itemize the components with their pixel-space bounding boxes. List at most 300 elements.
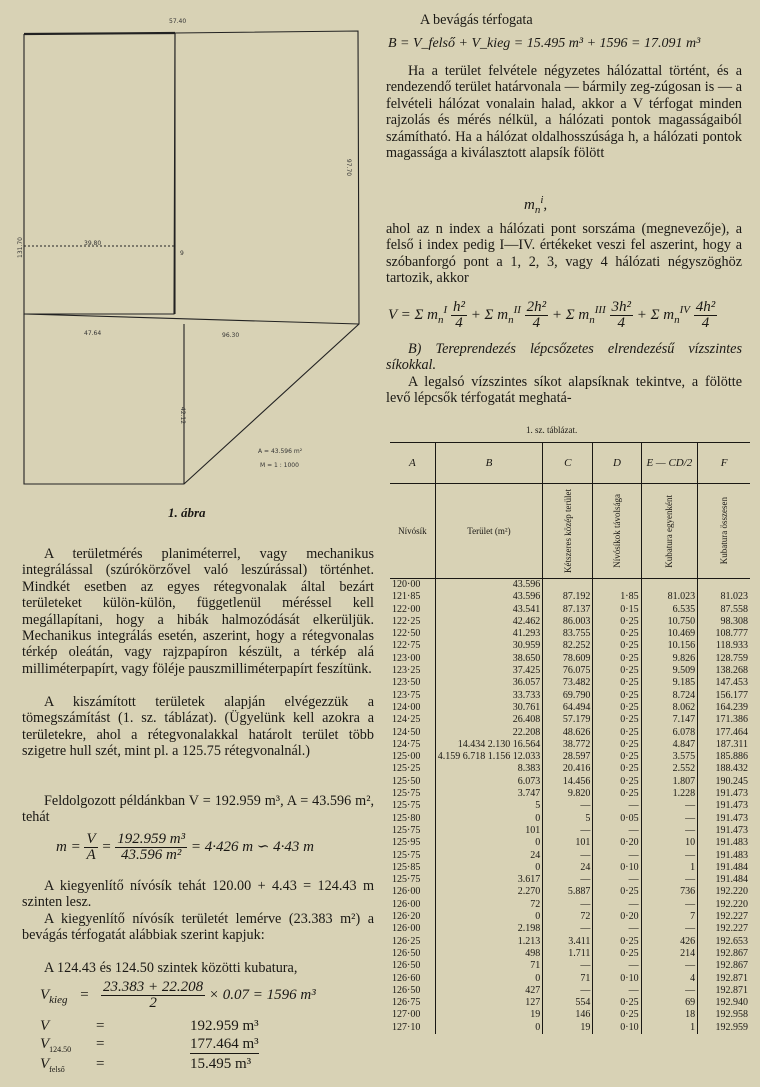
table-cell: 10 bbox=[641, 837, 697, 849]
table-cell: — bbox=[543, 800, 593, 812]
table-cell: — bbox=[543, 825, 593, 837]
table-cell: 64.494 bbox=[543, 702, 593, 714]
v-eq: = bbox=[96, 1018, 105, 1034]
table-cell: 126·00 bbox=[392, 886, 421, 898]
figure-caption: 1. ábra bbox=[168, 505, 206, 520]
table-cell: 191.473 bbox=[698, 825, 750, 837]
table-cell: — bbox=[641, 985, 697, 997]
table-cell: — bbox=[593, 874, 641, 886]
table-cell: 69.790 bbox=[543, 690, 593, 702]
table-cell: 33.733 bbox=[435, 690, 543, 702]
table-cell: — bbox=[593, 899, 641, 911]
table-cell: 73.482 bbox=[543, 677, 593, 689]
table-cell: 9.185 bbox=[641, 677, 697, 689]
table-cell: 0·25 bbox=[593, 886, 641, 898]
table-cell: 37.425 bbox=[435, 665, 543, 677]
table-cell: 43.596 bbox=[435, 591, 543, 603]
table-row bbox=[390, 727, 750, 739]
table-cell: 0·25 bbox=[593, 714, 641, 726]
table-cell: 38.772 bbox=[543, 739, 593, 751]
mni-sup: i bbox=[540, 194, 544, 206]
table-cell: 125·50 bbox=[392, 775, 421, 787]
paragraph-level: A kiegyenlítő nívósík tehát 120.00 + 4.43 = 124.43 m szinten lesz. bbox=[22, 878, 374, 911]
table-cell: 177.464 bbox=[698, 727, 750, 739]
paragraph-example: Feldolgozott példánkban V = 192.959 m³, A = 43.596 m², tehát bbox=[22, 793, 374, 826]
eq2-plus4: + Σ m bbox=[636, 306, 675, 323]
table-letter-row bbox=[390, 443, 750, 484]
table-cell: 191.483 bbox=[698, 850, 750, 862]
table-cell: 36.057 bbox=[435, 677, 543, 689]
eq2-frac4: $\frac{\text{4h²}}{4}$ bbox=[695, 299, 716, 331]
table-cell: 26.408 bbox=[435, 714, 543, 726]
table-cell: — bbox=[641, 874, 697, 886]
table-cell: 122·75 bbox=[392, 640, 421, 652]
table-cell: 20.416 bbox=[543, 763, 593, 775]
table-cell: 147.453 bbox=[698, 677, 750, 689]
table-cell: — bbox=[593, 850, 641, 862]
table-cell: — bbox=[543, 899, 593, 911]
table-cell: 4.159 6.718 1.156 12.033 bbox=[435, 751, 543, 763]
table-cell: 4 bbox=[641, 973, 697, 985]
table-cell: 125·75 bbox=[392, 788, 421, 800]
paragraph-lowest-plane: A legalsó vízszintes síkot alapsíknak tekintve, a fölötte levő lépcsők térfogatát meghatá- bbox=[386, 374, 742, 407]
table-cell: — bbox=[543, 923, 593, 935]
table-cell: 0·25 bbox=[593, 653, 641, 665]
vkieg-sub: kieg bbox=[49, 993, 68, 1006]
table-cell: 38.650 bbox=[435, 653, 543, 665]
volume-table bbox=[390, 442, 750, 1034]
table-cell: 126·60 bbox=[392, 972, 421, 984]
table-cell: 1.711 bbox=[543, 948, 593, 960]
table-cell: 126·00 bbox=[392, 898, 421, 910]
eq2-sub4: n bbox=[674, 313, 680, 326]
table-cell: 123·00 bbox=[392, 652, 421, 664]
table-row bbox=[390, 677, 750, 689]
eq2-sup4: IV bbox=[679, 303, 691, 316]
table-cell: 82.252 bbox=[543, 640, 593, 652]
table-cell: 72 bbox=[543, 911, 593, 923]
table-cell: 108.777 bbox=[698, 628, 750, 640]
table-cell bbox=[641, 579, 697, 592]
table-cell: 81.023 bbox=[641, 591, 697, 603]
inner-vert-dim-label: 42.12 bbox=[179, 406, 187, 425]
table-cell: 0·25 bbox=[593, 739, 641, 751]
table-row bbox=[390, 776, 750, 788]
right-dim-label: 97.70 bbox=[345, 158, 353, 177]
m-eq-rhs: = 4·426 m ∽ 4·43 m bbox=[190, 838, 314, 855]
table-cell: 6.078 bbox=[641, 727, 697, 739]
table-cell: 71 bbox=[435, 960, 543, 972]
table-cell: 0·25 bbox=[593, 628, 641, 640]
table-cell: 5 bbox=[435, 800, 543, 812]
table-cell: 191.473 bbox=[698, 813, 750, 825]
table-cell: — bbox=[641, 850, 697, 862]
table-cell: 87.137 bbox=[543, 604, 593, 616]
table-cell: 43.596 bbox=[435, 579, 543, 592]
eq2-frac3: $\frac{\text{3h²}}{4}$ bbox=[611, 299, 632, 331]
table-cell: 125·85 bbox=[392, 861, 421, 873]
col-header-nivosik: Nívósík bbox=[390, 484, 435, 579]
table-cell bbox=[543, 579, 593, 592]
table-cell: — bbox=[543, 850, 593, 862]
table-cell: 0·25 bbox=[593, 640, 641, 652]
table-cell: 43.541 bbox=[435, 604, 543, 616]
table-cell: 125·80 bbox=[392, 812, 421, 824]
equation-v-total bbox=[40, 1018, 280, 1035]
v2-sub: 124.50 bbox=[49, 1045, 72, 1054]
table-cell: 118.933 bbox=[698, 640, 750, 652]
table-cell: — bbox=[543, 874, 593, 886]
table-cell: 8.383 bbox=[435, 763, 543, 775]
table-cell: 123·50 bbox=[392, 677, 421, 689]
table-cell: 127·00 bbox=[392, 1009, 421, 1021]
table-cell: 0·25 bbox=[593, 702, 641, 714]
table-row bbox=[390, 628, 750, 640]
table-cell: 4.847 bbox=[641, 739, 697, 751]
col-letter-b: B bbox=[435, 443, 543, 484]
mid-right-dim-label: 9 bbox=[180, 250, 184, 257]
table-cell: 5.887 bbox=[543, 886, 593, 898]
table-cell: 8.062 bbox=[641, 702, 697, 714]
vkieg-frac: $\frac{23.383 + 22.208}{2}$ bbox=[103, 979, 204, 1011]
table-cell: 57.179 bbox=[543, 714, 593, 726]
table-cell: 22.208 bbox=[435, 727, 543, 739]
table-row bbox=[390, 973, 750, 985]
col-letter-e: E — CD/2 bbox=[641, 443, 697, 484]
table-cell: — bbox=[593, 800, 641, 812]
table-cell: 3.575 bbox=[641, 751, 697, 763]
table-cell: 0·25 bbox=[593, 690, 641, 702]
table-row bbox=[390, 739, 750, 751]
mni-sub: n bbox=[534, 204, 541, 216]
table-cell: 126·00 bbox=[392, 923, 421, 935]
paragraph-area-measure: A területmérés planiméterrel, vagy mechanikus integrálással (szúrókörzővel való leszúrással) történhet. Mindkét esetben az egyes rétegvonalak által bezárt területeket külön-külön, függetlenül méréssel kell megállapítani, hogy a hibák halmozódását elkerüljük. Mechanikus integrálás esetén, aszerint, hogy a rétegvonalas térkép oleátán, vagy rajzpapíron készült, a térkép alá milliméterpapírt, vagy föléje pauszmilliméterpapírt feszítünk. bbox=[22, 546, 374, 677]
table-cell: 192.227 bbox=[698, 911, 750, 923]
table-cell: 0·25 bbox=[593, 763, 641, 775]
table-cell: 83.755 bbox=[543, 628, 593, 640]
table-cell: — bbox=[641, 800, 697, 812]
table-row bbox=[390, 948, 750, 960]
m-eq-eq: = bbox=[101, 838, 112, 855]
table-cell: 127·10 bbox=[392, 1021, 421, 1033]
table-cell: 123·75 bbox=[392, 689, 421, 701]
table-cell: 0 bbox=[435, 911, 543, 923]
equation-v-12450 bbox=[40, 1036, 280, 1054]
table-cell: 87.192 bbox=[543, 591, 593, 603]
table-cell: 0·25 bbox=[593, 677, 641, 689]
table-cell: 125·00 bbox=[392, 751, 421, 763]
eq2-sub2: n bbox=[508, 313, 514, 326]
table-cell: 72 bbox=[435, 899, 543, 911]
table-row bbox=[390, 1022, 750, 1034]
table-row bbox=[390, 604, 750, 616]
table-cell: 1 bbox=[641, 1022, 697, 1034]
col-letter-a: A bbox=[390, 443, 435, 484]
table-row bbox=[390, 800, 750, 812]
table-cell: 30.761 bbox=[435, 702, 543, 714]
table-cell: 554 bbox=[543, 997, 593, 1009]
table-row bbox=[390, 997, 750, 1009]
table-row bbox=[390, 591, 750, 603]
col-header-osszesen: Kubatura összesen bbox=[698, 484, 750, 579]
table-cell: 2.270 bbox=[435, 886, 543, 898]
table-cell: 125·95 bbox=[392, 837, 421, 849]
scale-label: M = 1 : 1000 bbox=[260, 462, 299, 469]
table-row bbox=[390, 690, 750, 702]
table-cell: — bbox=[593, 825, 641, 837]
table-cell: 0·05 bbox=[593, 813, 641, 825]
table-body bbox=[390, 579, 750, 1034]
table-cell: 125·25 bbox=[392, 763, 421, 775]
v3-eq: = bbox=[96, 1056, 105, 1072]
table-cell: 191.484 bbox=[698, 862, 750, 874]
lower-left-dim-label: 47.64 bbox=[84, 330, 102, 337]
table-cell: 2.552 bbox=[641, 763, 697, 775]
v2-rhs: 177.464 m³ bbox=[190, 1036, 259, 1052]
paragraph-cut-volume: A kiegyenlítő nívósík területét lemérve (23.383 m²) a bevágás térfogatát alábbiak szerint kapjuk: bbox=[22, 911, 374, 944]
eq2-sup3: III bbox=[594, 303, 606, 316]
table-row bbox=[390, 837, 750, 849]
table-cell: 191.484 bbox=[698, 874, 750, 886]
table-cell: 122·00 bbox=[392, 603, 421, 615]
vkieg-lhs: V bbox=[40, 986, 50, 1003]
v3-rhs: 15.495 m³ bbox=[190, 1056, 252, 1072]
eq2-frac2: $\frac{\text{2h²}}{4}$ bbox=[526, 299, 547, 331]
table-row bbox=[390, 886, 750, 898]
table-cell: 192.867 bbox=[698, 948, 750, 960]
table-cell: — bbox=[641, 960, 697, 972]
table-cell: 125·75 bbox=[392, 800, 421, 812]
table-cell: 187.311 bbox=[698, 739, 750, 751]
col-header-terulet: Terület (m²) bbox=[435, 484, 543, 579]
table-cell: 185.886 bbox=[698, 751, 750, 763]
table-cell: 128.759 bbox=[698, 653, 750, 665]
table-cell: 28.597 bbox=[543, 751, 593, 763]
section-b-title: B) Tereprendezés lépcsőzetes elrendezésű vízszintes síkokkal. bbox=[386, 341, 742, 374]
table-cell: 126·20 bbox=[392, 911, 421, 923]
table-cell: 0 bbox=[435, 1022, 543, 1034]
table-row bbox=[390, 714, 750, 726]
table-cell: 10.750 bbox=[641, 616, 697, 628]
table-cell: 0·20 bbox=[593, 837, 641, 849]
table-cell: 0·25 bbox=[593, 727, 641, 739]
table-cell: 8.724 bbox=[641, 690, 697, 702]
table-cell: 124·50 bbox=[392, 726, 421, 738]
table-cell: 0 bbox=[435, 837, 543, 849]
table-cell: 126·50 bbox=[392, 960, 421, 972]
heading-bevagas: A bevágás térfogata bbox=[420, 12, 533, 28]
table-cell: 214 bbox=[641, 948, 697, 960]
table-cell: 10.156 bbox=[641, 640, 697, 652]
table-cell: 81.023 bbox=[698, 591, 750, 603]
table-cell: 191.483 bbox=[698, 837, 750, 849]
table-cell: 192.220 bbox=[698, 899, 750, 911]
table-cell: 123·25 bbox=[392, 665, 421, 677]
table-cell: 0·15 bbox=[593, 604, 641, 616]
table-cell: 86.003 bbox=[543, 616, 593, 628]
table-cell: 24 bbox=[543, 862, 593, 874]
table-row bbox=[390, 874, 750, 886]
table-cell: 71 bbox=[543, 973, 593, 985]
mni-expression bbox=[524, 194, 547, 216]
m-eq-frac1: $\frac{V}{A}$ bbox=[86, 831, 96, 863]
table-header-row bbox=[390, 484, 750, 579]
table-cell: 0 bbox=[435, 813, 543, 825]
table-cell: 156.177 bbox=[698, 690, 750, 702]
table-row bbox=[390, 1009, 750, 1021]
table-cell: 7.147 bbox=[641, 714, 697, 726]
table-cell: 1.228 bbox=[641, 788, 697, 800]
table-row bbox=[390, 862, 750, 874]
table-cell: 138.268 bbox=[698, 665, 750, 677]
eq2-sub3: n bbox=[589, 313, 595, 326]
table-cell: 126·50 bbox=[392, 947, 421, 959]
table-row bbox=[390, 899, 750, 911]
equation-v bbox=[388, 300, 717, 331]
table-cell: 14.434 2.130 16.564 bbox=[435, 739, 543, 751]
table-cell: 188.432 bbox=[698, 763, 750, 775]
table-cell: 122·25 bbox=[392, 615, 421, 627]
table-cell: 6.073 bbox=[435, 776, 543, 788]
table-cell: 124·75 bbox=[392, 738, 421, 750]
col-header-egyenkent: Kubatura egyenként bbox=[641, 484, 697, 579]
table-row bbox=[390, 763, 750, 775]
eq2-sup2: II bbox=[513, 303, 521, 316]
table-cell: 24 bbox=[435, 850, 543, 862]
table-cell: 0·25 bbox=[593, 997, 641, 1009]
table-cell: 192.220 bbox=[698, 886, 750, 898]
table-cell: 3.747 bbox=[435, 788, 543, 800]
table-cell: — bbox=[641, 899, 697, 911]
table-cell: — bbox=[641, 923, 697, 935]
table-cell: 101 bbox=[543, 837, 593, 849]
equation-m bbox=[56, 832, 314, 863]
left-dim-label: 131.70 bbox=[17, 237, 24, 258]
table-row bbox=[390, 923, 750, 935]
eq2-plus3: + Σ m bbox=[551, 306, 590, 323]
table-cell: 1·85 bbox=[593, 591, 641, 603]
paragraph-grid: Ha a terület felvétele négyzetes hálózattal történt, és a rendezendő terület határvonala — bármily zeg-zúgosan is — a felvételi hálózat vonalain halad, akkor a V térfogat minden rajzolás és mérés nélkül, a hálózati pontok magasságaiból számítható. Ha a hálózat oldalhosszúsága h, a hálózati pontok magassága a kiválasztott alapsík fölött bbox=[386, 63, 742, 162]
table-cell: 76.075 bbox=[543, 665, 593, 677]
table-cell: 146 bbox=[543, 1009, 593, 1021]
plan-figure bbox=[14, 14, 374, 534]
table-row bbox=[390, 640, 750, 652]
table-row bbox=[390, 665, 750, 677]
table-cell: 14.456 bbox=[543, 776, 593, 788]
table-cell: 0·20 bbox=[593, 911, 641, 923]
mni-m: m bbox=[524, 197, 535, 213]
table-cell: 69 bbox=[641, 997, 697, 1009]
table-cell: — bbox=[641, 813, 697, 825]
table-row bbox=[390, 911, 750, 923]
table-cell: 0·10 bbox=[593, 862, 641, 874]
col-letter-c: C bbox=[543, 443, 593, 484]
table-row bbox=[390, 702, 750, 714]
table-cell: 122·50 bbox=[392, 628, 421, 640]
v-rhs: 192.959 m³ bbox=[190, 1018, 259, 1034]
table-cell: 9.826 bbox=[641, 653, 697, 665]
eq2-lhs: V = Σ m bbox=[388, 306, 439, 323]
table-cell: 0·25 bbox=[593, 1009, 641, 1021]
table-cell: 124·25 bbox=[392, 714, 421, 726]
table-cell: 41.293 bbox=[435, 628, 543, 640]
paragraph-index: ahol az n index a hálózati pont sorszáma (megnevezője), a felső i index pedig I—IV. értékeket veszi fel aszerint, hogy a szóbanforgó pont a 1, 2, 3, vagy 4 hálózati négyszöghöz tartozik, akkor bbox=[386, 221, 742, 287]
table-cell: 3.411 bbox=[543, 936, 593, 948]
table-row bbox=[390, 653, 750, 665]
table-cell: 9.509 bbox=[641, 665, 697, 677]
table-cell: 0·10 bbox=[593, 1022, 641, 1034]
table-row bbox=[390, 960, 750, 972]
table-cell: 498 bbox=[435, 948, 543, 960]
table-cell: 192.867 bbox=[698, 960, 750, 972]
table-cell: 0·10 bbox=[593, 973, 641, 985]
paragraph-mass-calc: A kiszámított területek alapján elvégezzük a tömegszámítást (1. sz. táblázat). (Ügyelünk kell azokra a területekre, ahol a rétegvonalakkal határolt terület több szigetre hull szét, mint pl. a 125.75 rétegvonalnál.) bbox=[22, 694, 374, 760]
table-cell: 125·75 bbox=[392, 874, 421, 886]
m-eq-lhs: m = bbox=[56, 838, 81, 855]
col-header-ketszeres: Kétszeres közép terület bbox=[543, 484, 593, 579]
paragraph-between-levels: A 124.43 és 124.50 szintek közötti kubatura, bbox=[44, 960, 298, 976]
table-cell: 2.198 bbox=[435, 923, 543, 935]
m-eq-frac2: $\frac{\text{192.959 m³}}{\text{43.596 m²}}$ bbox=[117, 831, 186, 863]
table-row bbox=[390, 579, 750, 592]
eq2-sub1: n bbox=[438, 313, 444, 326]
table-cell: 192.940 bbox=[698, 997, 750, 1009]
eq2-plus2: + Σ m bbox=[470, 306, 509, 323]
table-cell bbox=[593, 579, 641, 592]
table-cell: 0 bbox=[435, 973, 543, 985]
table-cell: 126·75 bbox=[392, 997, 421, 1009]
table-cell: 1 bbox=[641, 862, 697, 874]
mid-left-dim-label: 39.80 bbox=[84, 240, 102, 247]
table-cell: 191.473 bbox=[698, 788, 750, 800]
v2-lhs: V bbox=[40, 1036, 50, 1052]
table-cell: 7 bbox=[641, 911, 697, 923]
col-header-tavolsag: Nívósíkok távolsága bbox=[593, 484, 641, 579]
table-cell: 191.473 bbox=[698, 800, 750, 812]
table-row bbox=[390, 788, 750, 800]
vkieg-rhs: × 0.07 = 1596 m³ bbox=[208, 986, 316, 1003]
table-row bbox=[390, 936, 750, 948]
eq2-sup1: I bbox=[443, 303, 448, 316]
table-cell: 87.558 bbox=[698, 604, 750, 616]
table-cell: 192.958 bbox=[698, 1009, 750, 1021]
equation-vkieg bbox=[40, 980, 316, 1011]
table-cell: 192.653 bbox=[698, 936, 750, 948]
table-cell: 125·75 bbox=[392, 849, 421, 861]
table-cell: 9.820 bbox=[543, 788, 593, 800]
table-cell: 736 bbox=[641, 886, 697, 898]
table-cell: 5 bbox=[543, 813, 593, 825]
col-letter-f: F bbox=[698, 443, 750, 484]
lower-right-dim-label: 96.30 bbox=[222, 332, 240, 339]
table-cell: 0·25 bbox=[593, 948, 641, 960]
table-cell: 121·85 bbox=[392, 591, 421, 603]
table-cell: 78.609 bbox=[543, 653, 593, 665]
table-cell: 101 bbox=[435, 825, 543, 837]
table-cell: — bbox=[593, 985, 641, 997]
top-dim-label: 57.40 bbox=[169, 18, 187, 25]
table-row bbox=[390, 985, 750, 997]
table-cell: 0 bbox=[435, 862, 543, 874]
table-cell: — bbox=[593, 960, 641, 972]
table-cell: 127 bbox=[435, 997, 543, 1009]
v3-lhs: V bbox=[40, 1056, 50, 1072]
table-cell: 190.245 bbox=[698, 776, 750, 788]
table-cell: 426 bbox=[641, 936, 697, 948]
table-cell: 171.386 bbox=[698, 714, 750, 726]
table-cell: 0·25 bbox=[593, 788, 641, 800]
equation-b: B = V_felső + V_kieg = 15.495 m³ + 1596 = 17.091 m³ bbox=[388, 36, 701, 51]
